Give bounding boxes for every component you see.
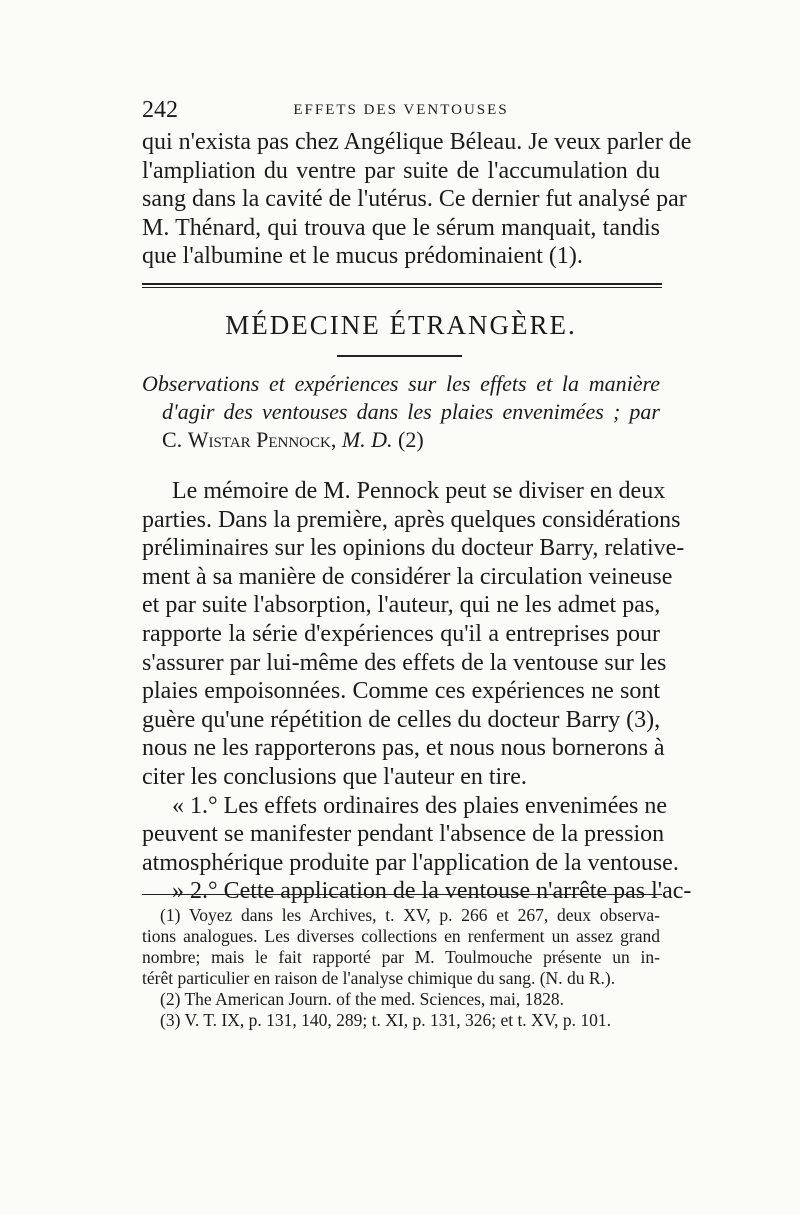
footnote-1-cont: térêt particulier en raison de l'analyse chimique du sang. (N. du R.). — [142, 968, 616, 988]
article-body — [142, 477, 692, 906]
text-line: citer les conclusions que l'auteur en tire. — [142, 763, 527, 790]
text-line: ment à sa manière de considérer la circulation veineuse — [142, 563, 673, 590]
article-title-line: d'agir des ventouses dans les plaies envenimées ; par — [162, 399, 660, 424]
title-underline — [337, 355, 462, 357]
running-head: EFFETS DES VENTOUSES — [293, 102, 509, 118]
footnotes — [142, 905, 660, 1031]
text-line: que l'albumine et le mucus prédominaient (1). — [142, 243, 583, 270]
text-line: sang dans la cavité de l'utérus. Ce dernier fut analysé par — [142, 186, 687, 213]
footnote-2: (2) The American Journ. of the med. Sciences, mai, 1828. — [160, 989, 565, 1009]
text-line: préliminaires sur les opinions du docteur Barry, relative- — [142, 535, 685, 562]
footnote-1: (1) Voyez dans les Archives, t. XV, p. 266 et 267, deux observa- — [160, 905, 660, 925]
text-line: nous ne les rapporterons pas, et nous nous bornerons à — [142, 735, 665, 762]
author-initial: C. — [162, 427, 183, 452]
text-line: rapporte la série d'expériences qu'il a entreprises pour — [142, 620, 660, 647]
article-author: C. Wistar Pennock, M. D. (2) — [162, 427, 424, 452]
author-degree: M. D. — [341, 427, 393, 452]
section-title: MÉDECINE ÉTRANGÈRE. — [225, 310, 577, 340]
text-line: qui n'exista pas chez Angélique Béleau. Je veux parler de — [142, 129, 692, 155]
top-paragraph — [142, 128, 692, 271]
footnote-1-cont: nombre; mais le fait rapporté par M. Toulmouche présente un in- — [142, 947, 660, 967]
article-title-line: Observations et expériences sur les effets et la manière — [142, 371, 660, 396]
text-line: s'assurer par lui-même des effets de la ventouse sur les — [142, 649, 667, 676]
author-note-ref: (2) — [398, 427, 424, 452]
article-title — [142, 370, 660, 454]
author-name: Wistar Pennock — [187, 427, 331, 452]
footnote-3: (3) V. T. IX, p. 131, 140, 289; t. XI, p. 131, 326; et t. XV, p. 101. — [160, 1010, 611, 1030]
text-line: et par suite l'absorption, l'auteur, qui ne les admet pas, — [142, 592, 661, 619]
text-line: plaies empoisonnées. Comme ces expériences ne sont — [142, 678, 660, 705]
text-line: peuvent se manifester pendant l'absence de la pression — [142, 821, 665, 848]
text-line: » 2.° Cette application de la ventouse n'arrête pas l'ac- — [172, 878, 692, 905]
page-number: 242 — [142, 97, 178, 123]
text-line: guère qu'une répétition de celles du docteur Barry (3), — [142, 706, 661, 733]
page-header — [142, 97, 660, 125]
text-line: l'ampliation du ventre par suite de l'accumulation du — [142, 157, 660, 184]
footnote-divider — [142, 894, 662, 895]
text-line: atmosphérique produite par l'application de la ventouse. — [142, 849, 679, 876]
footnote-1-cont: tions analogues. Les diverses collections en renferment un assez grand — [142, 926, 660, 946]
text-line: « 1.° Les effets ordinaires des plaies envenimées ne — [172, 792, 667, 819]
text-line: parties. Dans la première, après quelques considérations — [142, 506, 681, 533]
section-divider — [142, 283, 662, 288]
text-line: M. Thénard, qui trouva que le sérum manquait, tandis — [142, 214, 660, 241]
text-line: Le mémoire de M. Pennock peut se diviser en deux — [172, 478, 666, 504]
